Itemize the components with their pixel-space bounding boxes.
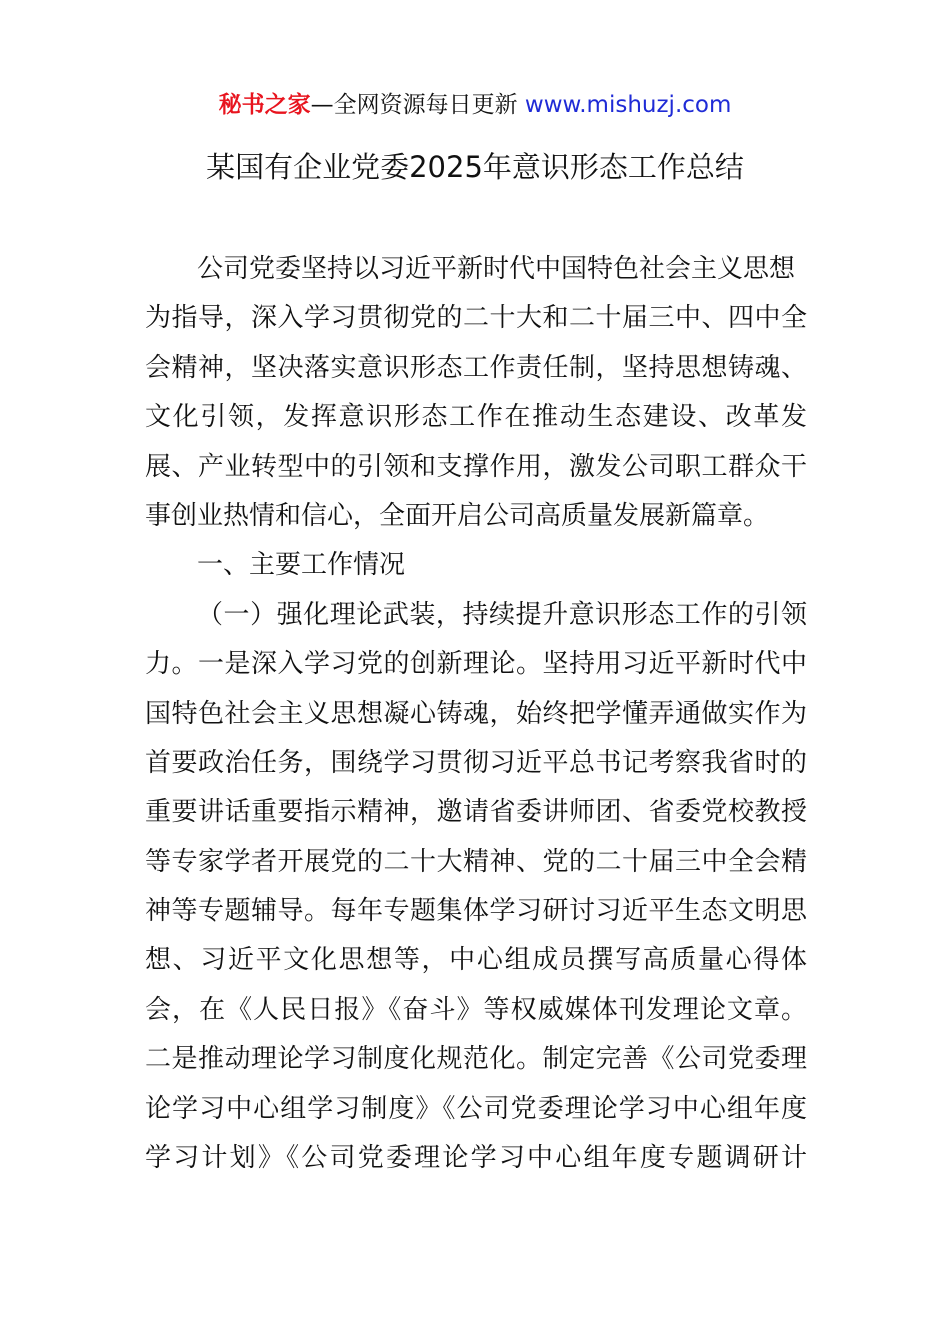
paragraph-line: 想、习近平文化思想等，中心组成员撰写高质量心得体 (145, 945, 807, 976)
paragraph-line: 公司党委坚持以习近平新时代中国特色社会主义思想 (197, 254, 796, 284)
paragraph-line: （一）强化理论武装，持续提升意识形态工作的引领 (197, 599, 807, 630)
paragraph-line: 论学习中心组学习制度》《公司党委理论学习中心组年度 (145, 1093, 807, 1124)
paragraph-line: 会，在《人民日报》《奋斗》等权威媒体刊发理论文章。 (145, 994, 807, 1025)
paragraph-line: 学习计划》《公司党委理论学习中心组年度专题调研计 (145, 1143, 807, 1174)
section-heading: 一、主要工作情况 (197, 550, 406, 581)
paragraph-line: 展、产业转型中的引领和支撑作用，激发公司职工群众干 (145, 451, 807, 482)
paragraph-line: 首要政治任务，围绕学习贯彻习近平总书记考察我省时的 (145, 747, 807, 778)
paragraph-line: 会精神，坚决落实意识形态工作责任制，坚持思想铸魂、 (145, 352, 807, 383)
header-tagline: 全网资源每日更新 (333, 92, 525, 118)
paragraph-line: 等专家学者开展党的二十大精神、党的二十届三中全会精 (145, 846, 807, 877)
paragraph-line: 国特色社会主义思想凝心铸魂，始终把学懂弄通做实作为 (145, 698, 807, 729)
paragraph-line: 力。一是深入学习党的创新理论。坚持用习近平新时代中 (145, 649, 807, 680)
header-dash: — (310, 92, 334, 118)
document-body (145, 245, 807, 1183)
paragraph-line: 重要讲话重要指示精神，邀请省委讲师团、省委党校教授 (145, 797, 807, 828)
site-url-link[interactable]: www.mishuzj.com (524, 92, 732, 118)
paragraph-line: 文化引领，发挥意识形态工作在推动生态建设、改革发 (145, 402, 807, 433)
paragraph-line: 事创业热情和信心，全面开启公司高质量发展新篇章。 (145, 500, 770, 531)
document-title: 某国有企业党委2025年意识形态工作总结 (206, 150, 744, 184)
paragraph-line: 神等专题辅导。每年专题集体学习研讨习近平生态文明思 (145, 896, 807, 927)
site-header (0, 88, 950, 122)
brand-name: 秘书之家 (218, 92, 311, 118)
paragraph-line: 为指导，深入学习贯彻党的二十大和二十届三中、四中全 (145, 303, 807, 334)
paragraph-line: 二是推动理论学习制度化规范化。制定完善《公司党委理 (145, 1044, 807, 1075)
